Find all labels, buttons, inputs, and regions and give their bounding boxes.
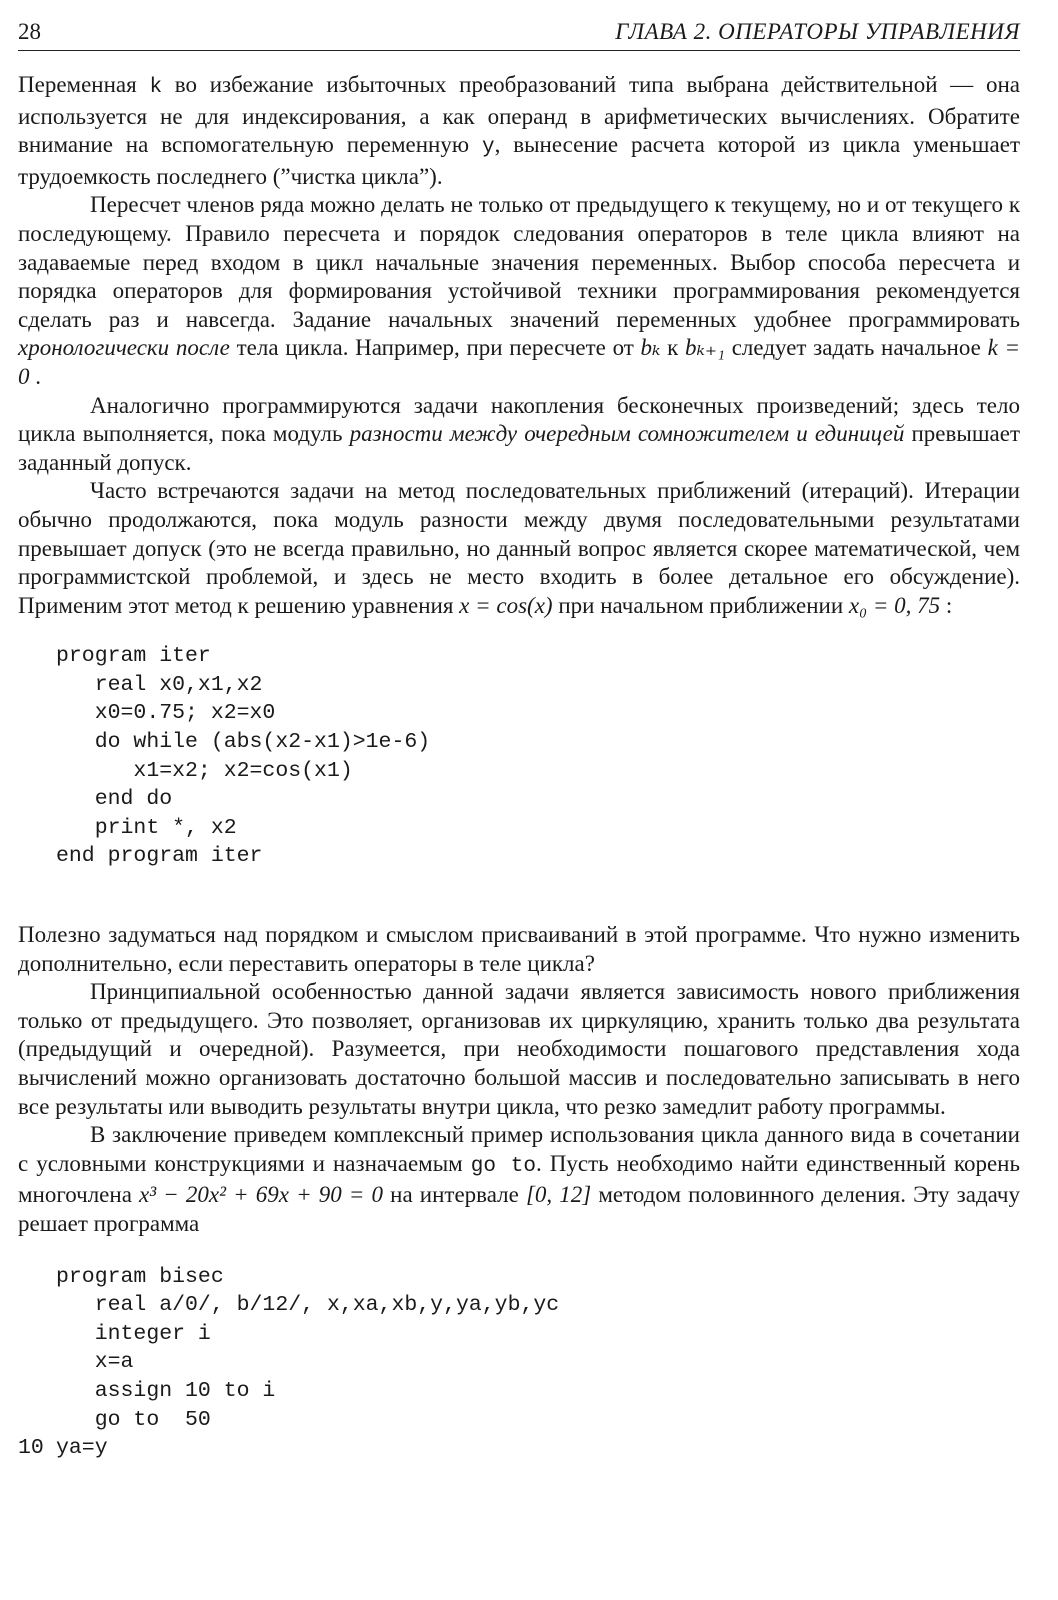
paragraph xyxy=(18,392,1020,478)
text-run: превышает заданный допуск. xyxy=(18,421,1021,475)
code-text: assign 10 to i xyxy=(56,1378,276,1403)
code-text: real a/0/, b/12/, x,xa,xb,y,ya,yb,yc xyxy=(56,1293,560,1318)
code-line xyxy=(18,757,1020,786)
code-line xyxy=(18,1320,1020,1349)
code-listing-iter xyxy=(18,642,1020,871)
code-line xyxy=(18,785,1020,814)
code-text: x0=0.75; x2=x0 xyxy=(56,701,276,726)
text-run: , вынесение расчета которой из цикла уменьшает трудоемкость последнего (”чистка цикла”). xyxy=(18,132,1020,189)
text-run: методом половинного деления. Эту задачу решает программа xyxy=(18,1182,1020,1236)
code-line xyxy=(18,814,1020,843)
inline-code: k xyxy=(149,76,163,99)
paragraph xyxy=(18,1121,1020,1238)
inline-math: [0, 12] xyxy=(525,1182,592,1208)
code-text: integer i xyxy=(56,1321,211,1346)
code-line xyxy=(18,1377,1020,1406)
text-run: . xyxy=(29,363,41,389)
inline-code: y xyxy=(481,136,495,160)
code-text: real x0,x1,x2 xyxy=(56,672,263,697)
paragraph xyxy=(18,71,1020,191)
inline-math: k = 0 xyxy=(18,335,1020,389)
code-line xyxy=(18,1263,1020,1292)
code-text: program iter xyxy=(56,644,211,669)
code-line xyxy=(18,728,1020,757)
code-line xyxy=(18,842,1020,871)
code-listing-bisec xyxy=(18,1263,1020,1463)
code-text: program bisec xyxy=(56,1264,224,1289)
code-line xyxy=(18,642,1020,671)
text-run: во избежание избыточных преобразований типа выбрана действительной — она используется не для индексирования, а как операнд в арифметических вычислениях. Обратите внимание на вспомогательную переменную xyxy=(18,72,1020,158)
text-run: Часто встречаются задачи на метод последовательных приближений (итераций). Итерации обычно продолжаются, пока модуль разности между двумя последовательными результатами превышает допуск (это не всегда правильно, но данный вопрос является скорее математической, чем программистской проблемой, и здесь не место входить в более детальное его обсуждение). Применим этот метод к решению уравнения xyxy=(18,478,1020,618)
text-run: тела цикла. Например, при пересчете от xyxy=(229,335,641,361)
code-line xyxy=(18,671,1020,700)
inline-math: bₖ xyxy=(640,335,661,361)
inline-math: x₀ = 0, 75 xyxy=(848,592,941,618)
inline-math: bₖ₊₁ xyxy=(685,335,726,361)
code-line xyxy=(18,1348,1020,1377)
code-text: do while (abs(x2-x1)>1e-6) xyxy=(56,730,431,755)
text-run: при начальном приближении xyxy=(552,592,849,618)
code-line xyxy=(18,1291,1020,1320)
code-line xyxy=(18,699,1020,728)
paragraph xyxy=(18,191,1020,391)
code-text: end program iter xyxy=(56,844,263,869)
body-text-section-1 xyxy=(18,71,1020,620)
code-line xyxy=(18,1434,1020,1463)
running-title: ГЛАВА 2. ОПЕРАТОРЫ УПРАВЛЕНИЯ xyxy=(615,19,1020,44)
page-header xyxy=(18,18,1020,51)
body-text-section-2 xyxy=(18,921,1020,1239)
text-run: Аналогично программируются задачи накопления бесконечных произведений; здесь тело цикла выполняется, пока модуль xyxy=(18,392,1020,447)
inline-code: go to xyxy=(470,1154,536,1178)
paragraph xyxy=(18,978,1020,1121)
book-page xyxy=(18,18,1020,1463)
code-line xyxy=(18,1406,1020,1435)
paragraph xyxy=(18,477,1020,620)
code-text: print *, x2 xyxy=(56,815,237,840)
text-run: Переменная xyxy=(18,72,150,97)
code-text: end do xyxy=(56,787,173,812)
code-text: x=a xyxy=(56,1350,134,1375)
statement-label: 10 xyxy=(18,1436,44,1461)
emphasis-text: разности между очередным сомножителем и единицей xyxy=(349,421,905,447)
inline-math: x³ − 20x² + 69x + 90 = 0 xyxy=(139,1182,384,1208)
text-run: к xyxy=(660,335,685,361)
text-run: следует задать начальное xyxy=(725,335,988,361)
text-run: Пересчет членов ряда можно делать не только от предыдущего к текущему, но и от текущего к последующему. Правило пересчета и порядок следования операторов в теле цикла влияют на задаваемые перед входом в цикл начальные значения переменных. Выбор способа пересчета и порядка операторов для формирования устойчивой техники программирования рекомендуется сделать раз и навсегда. Задание начальных значений переменных удобнее программировать xyxy=(18,192,1020,332)
text-run: . Пусть необходимо найти единственный корень многочлена xyxy=(18,1150,1020,1208)
paragraph xyxy=(18,921,1020,978)
inline-math: x = cos(x) xyxy=(459,592,553,618)
text-run: Полезно задуматься над порядком и смыслом присваиваний в этой программе. Что нужно изменить дополнительно, если переставить операторы в теле цикла? xyxy=(18,922,1020,976)
text-run: на интервале xyxy=(383,1182,526,1208)
code-text: ya=y xyxy=(56,1436,108,1461)
page-number: 28 xyxy=(18,19,41,44)
text-run: : xyxy=(940,592,953,618)
code-text: go to 50 xyxy=(56,1407,211,1432)
text-run: В заключение приведем комплексный пример использования цикла данного вида в сочетании с условными конструкциями и назначаемым xyxy=(18,1122,1020,1176)
emphasis-text: хронологически после xyxy=(18,335,230,361)
text-run: Принципиальной особенностью данной задачи является зависимость нового приближения только от предыдущего. Это позволяет, организовав их циркуляцию, хранить только два результата (предыдущий и очередной). Разумеется, при необходимости пошагового представления хода вычислений можно организовать достаточно большой массив и последовательно записывать в него все результаты или выводить результаты внутри цикла, что резко замедлит работу программы. xyxy=(18,979,1020,1119)
code-text: x1=x2; x2=cos(x1) xyxy=(56,758,353,783)
